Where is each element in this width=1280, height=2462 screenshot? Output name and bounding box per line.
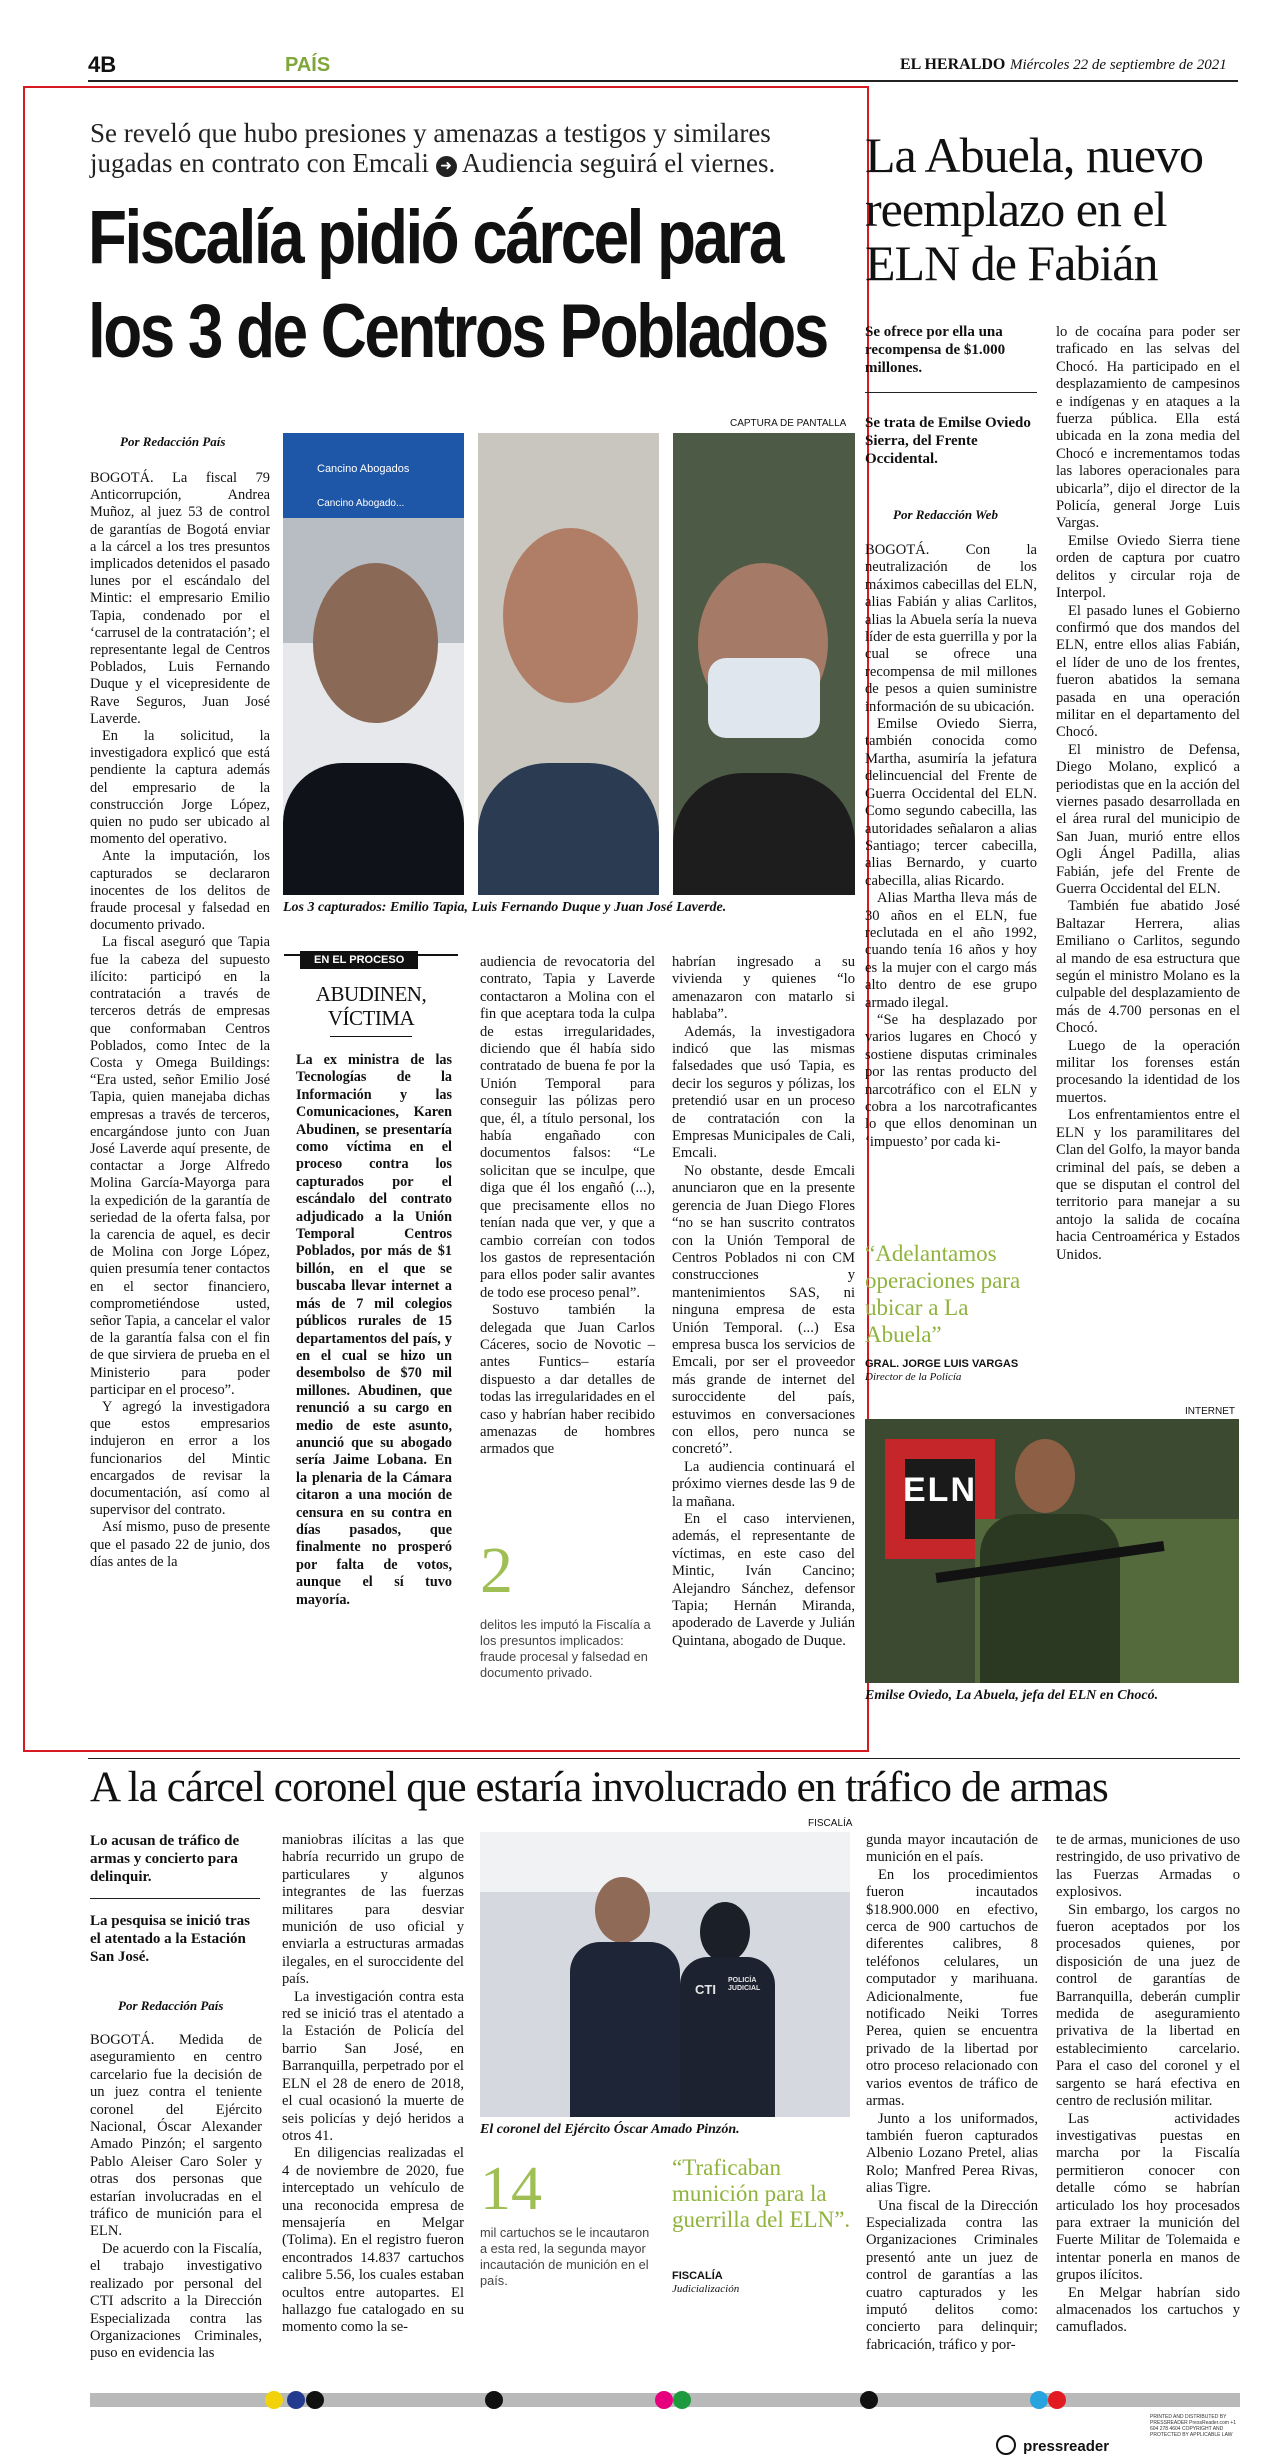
headline-line: ELN de Fabián: [865, 235, 1158, 291]
story2-quote: “Adelantamos operaciones para ubicar a La Abuela”: [865, 1241, 1021, 1347]
story3-column-1: [90, 2032, 262, 2363]
story3-photo-credit: FISCALÍA: [808, 1818, 853, 1829]
stat-text-14: mil cartuchos se le incautaron a esta red, la segunda mayor incautación de munición en el país.: [480, 2225, 650, 2288]
page-number: 4B: [88, 52, 117, 77]
story2-column-2: [1056, 324, 1240, 1264]
face: [503, 528, 638, 703]
story3-quote-role: Judicialización: [672, 2283, 740, 2295]
sidebar-title-rule: [330, 1036, 412, 1037]
video-label: Cancino Abogados: [317, 463, 410, 475]
vest-text: CTI: [695, 1982, 716, 1997]
paragraph: BOGOTÁ. La fiscal 79 Anticorrupción, Andrea Muñoz, al juez 53 de control de garantías de Bogotá enviar a la cárcel a los tres presuntos implicados detenidos el pasado lunes por el escándalo del Mintic: el empresario Emilio Tapia, condenado por el ‘carrusel de la contratación’; el representante legal de Centros Poblados, Luis Fernando Duque y el vicepresidente de Rave Seguros, Juan José Laverde.: [90, 470, 270, 727]
photo-luis-fernando-duque: [478, 433, 659, 895]
story3-top-rule: [88, 1758, 1240, 1759]
ceiling: [480, 1832, 850, 1892]
paragraph: te de armas, municiones de uso restringido, de uso privativo de las Fuerzas Armadas o explosivos.: [1056, 1832, 1240, 1901]
paragraph: lo de cocaína para poder ser traficado en las selvas del Chocó. Ha participado en el desplazamiento de campesinos e indígenas y en ataques a la fuerza pública. Ella está ubicada en la zona media del Chocó e incrementamos todas las labores operacionales para ubicarla”, dijo el director de la Policía, general Jorge Luis Vargas.: [1056, 324, 1240, 532]
story3-column-5: [1056, 1832, 1240, 2337]
paragraph: Y agregó la investigadora que estos empresarios indujeron en error a los funcionarios del Mintic encargados de revisar la documentación, así como al supervisor del contrato.: [90, 1398, 270, 1519]
registration-dot: [673, 2391, 691, 2409]
paragraph: En el caso intervienen, además, el representante de víctimas, en este caso del Mintic, Iván Cancino; Alejandro Sánchez, defensor Tapia; Hernán Miranda, apoderado de Laverde y Julián Quintana, abogado de Duque.: [672, 1511, 855, 1649]
story3-deck-1: Lo acusan de tráfico de armas y concierto para delinquir.: [90, 1833, 240, 1885]
paragraph: De acuerdo con la Fiscalía, el trabajo investigativo realizado por personal del CTI adscrito a la Dirección Especializada contra las Organizaciones Criminales, puso en evidencia las: [90, 2240, 262, 2362]
sidebar-title-2: VÍCTIMA: [327, 1006, 415, 1030]
story2-photo-credit: INTERNET: [1185, 1406, 1235, 1417]
story2-photo-caption: Emilse Oviedo, La Abuela, jefa del ELN en Chocó.: [865, 1688, 1159, 1703]
agent-head: [700, 1902, 750, 1962]
shirt: [478, 763, 659, 895]
pressreader-logo[interactable]: [996, 2435, 1109, 2455]
paragraph: La fiscal aseguró que Tapia fue la cabeza del supuesto ilícito: participó en la contratación a través de terceros detrás de empresas que conformaban Centros Poblados, como Intec de la Costa y Omega Buildings: “Era usted, señor Emilio José Tapia, quien manejaba dichas empresas a través de terceros, encargándose junto con Juan José Laverde aquí presente, de contactar a Jorge Alfredo Molina García-Mayorga para la expedición de la garantía de seriedad de la oferta falsa, por la carencia de aquel, es decir de Molina con Jorge López, quien presumía tener contactos en el sector financiero, comprometiéndose usted, señor Tapia, a cancelar el valor de la garantía falsa con el fin de que sirviera de prueba en el Ministerio para poder participar en el proceso”.: [90, 934, 270, 1398]
paragraph: Las actividades investigativas puestas en marcha por la Fiscalía permitieron conocer con detalle cómo se habrían articulado los hoy procesados para extraer la munición del Fuerte Militar de Tolemaida e intentar ponerla en manos de grupos ilícitos.: [1056, 2110, 1240, 2284]
sidebar-title-1: ABUDINEN,: [315, 982, 427, 1006]
sidebar-label: EN EL PROCESO: [300, 951, 418, 969]
story1-column-3: [480, 954, 655, 1459]
paragraph: Además, la investigadora indicó que las mismas falsedades que usó Tapia, es decir los seguros y pólizas, los pretendió usar en un proceso de contratación con la Empresas Municipales de Cali, Emcali.: [672, 1023, 855, 1162]
story3-byline: Por Redacción País: [118, 1998, 224, 2013]
story2-headline: [865, 128, 1245, 290]
face: [595, 1877, 650, 1943]
story1-headline-2: los 3 de Centros Poblados: [88, 289, 827, 374]
story3-photo-caption: El coronel del Ejército Óscar Amado Pinzón.: [480, 2122, 740, 2137]
paragraph: Así mismo, puso de presente que el pasado 22 de junio, dos días antes de la: [90, 1519, 270, 1570]
headline-line: reemplazo en el: [865, 181, 1167, 237]
story3-deck-2: La pesquisa se inició tras el atentado a la Estación San José.: [90, 1913, 251, 1965]
paragraph: En la solicitud, la investigadora explicó que está pendiente la captura además del empresario de la construcción Jorge López, quien no pudo ser ubicado al momento del operativo.: [90, 728, 270, 848]
story1-kicker: [90, 118, 860, 178]
uniform: [980, 1514, 1120, 1683]
paragraph: habrían ingresado a su vivienda y quienes “lo amenazaron con matarlo si hablaba”.: [672, 954, 855, 1023]
paragraph: BOGOTÁ. Con la neutralización de los máximos cabecillas del ELN, alias Fabián y alias Carlitos, alias la Abuela sería la nueva líder de esta guerrilla y por la cual se ofrece una recompensa de mil millones de pesos a quien suministre información de su ubicación.: [865, 542, 1037, 715]
story1-headline-1: Fiscalía pidió cárcel para: [88, 195, 782, 280]
shirt: [283, 763, 464, 895]
paragraph: Los enfrentamientos entre el ELN y los paramilitares del Clan del Golfo, la mayor banda criminal del país, se deben a que se disputan el control del territorio para manejar a su antojo la salida de cocaína hacia Centroamérica y Estados Unidos.: [1056, 1107, 1240, 1263]
paragraph: Sostuvo también la delegada que Juan Carlos Cáceres, socio de Novotic –antes Funtics– estaría dispuesto a dar detalles de todas las irregularidades en el caso y habrían haber recibido amenazas de hombres armados que: [480, 1302, 655, 1458]
masthead-date: Miércoles 22 de septiembre de 2021: [1010, 57, 1227, 73]
story3-quote: “Traficaban munición para la guerrilla del ELN”.: [672, 2155, 851, 2232]
face: [1015, 1439, 1075, 1513]
registration-dot: [485, 2391, 503, 2409]
story3-headline: A la cárcel coronel que estaría involucrado en tráfico de armas: [90, 1764, 1108, 1811]
stat-number-2: 2: [480, 1534, 513, 1607]
registration-dot: [306, 2391, 324, 2409]
photo-la-abuela: [865, 1419, 1239, 1683]
photo-coronel: [480, 1832, 850, 2117]
jacket: [570, 1942, 680, 2117]
story2-deck-1: Se ofrece por ella una recompensa de $1.000 millones.: [865, 324, 1006, 376]
paragraph: La investigación contra esta red se inició tras el atentado a la Estación de Policía del barrio San José, en Barranquilla, perpetrado por el ELN el 28 de enero de 2018, el cual ocasionó la muerte de seis policías y dejó heridos a otros 41.: [282, 1988, 464, 2144]
paragraph: Luego de la operación militar los forenses están procesando la identidad de los muertos.: [1056, 1037, 1240, 1106]
face: [313, 563, 438, 723]
registration-marks: [90, 2391, 1240, 2409]
paragraph: Sin embargo, los cargos no fueron aceptados por los procesados quienes, por disposición de una juez de control de garantías de Barranquilla, deberán cumplir medida de aseguramiento privativa de la libertad en establecimiento carcelario. Para el caso del coronel y el sargento se hará efectiva en centro de reclusión militar.: [1056, 1901, 1240, 2110]
video-sublabel: Cancino Abogado...: [317, 498, 405, 509]
paragraph: audiencia de revocatoria del contrato, Tapia y Laverde contactaron a Molina con el fin que aceptara toda la culpa de estas irregularidades, diciendo que él había sido contratado de buena fe por la Unión Temporal para conseguir las pólizas pero que, él, a título personal, los había engañado con documentos falsos: “Le solicitan que se inculpe, que diga que él los engañó (...), que precisamente ellos no tenían nada que ver, y que a cambio correían con todos los gastos de representación para ellos poder salir avantes de todo ese proceso penal”.: [480, 954, 655, 1301]
paragraph: No obstante, desde Emcali anunciaron que en la presente gerencia de Juan Diego Flores “no se han suscrito contratos con la Unión Temporal de Centros Poblados ni con CM construcciones y mantenimientos SAS, ni ninguna empresa de esta Unión Temporal. (...) Esa empresa busca los servicios de Emcali, por ser el proveedor más grande de internet del suroccidente del país, estuvimos en conversaciones con ellos, pero nunca se concretó”.: [672, 1162, 855, 1458]
story2-quote-role: Director de la Policía: [865, 1371, 962, 1383]
registration-dot: [265, 2391, 283, 2409]
stat-number-14: 14: [480, 2155, 542, 2223]
shirt: [673, 773, 855, 895]
section-name: PAÍS: [285, 54, 331, 76]
face-mask: [708, 658, 820, 738]
sidebar-text: La ex ministra de las Tecnologías de la Información y las Comunicaciones, Karen Abudinen, se presentaría como víctima en el proceso contra los capturados por el escándalo del contrato adjudicado a la Unión Temporal Centros Poblados, por más de $1 billón, en el que se buscaba llevar internet a más de 7 mil colegios públicos rurales de 15 departamentos del país, y en el cual se hizo un desembolso de $70 mil millones. Abudinen, que renunció a su cargo en medio de este asunto, anunció que su abogado sería Jaime Lobana. En la plenaria de la Cámara citaron a una moción de censura en su contra en días pasados, que finalmente no prosperó por falta de votos, aunque el sí tuvo mayoría.: [296, 1052, 452, 1608]
photo-juan-jose-laverde: [673, 433, 855, 895]
pressreader-wordmark: pressreader: [1023, 2438, 1110, 2455]
headline-line: La Abuela, nuevo: [865, 127, 1204, 183]
story2-byline: Por Redacción Web: [893, 507, 998, 522]
paragraph: BOGOTÁ. Medida de aseguramiento en centro carcelario fue la decisión de un juez contra el teniente coronel del Ejército Nacional, Óscar Alexander Amado Pinzón; el sargento Pablo Aleiser Caro Soler y otras dos personas que estarían involucradas en el tráfico de munición para el ELN.: [90, 2032, 262, 2240]
photo-emilio-tapia: [283, 433, 464, 895]
paragraph: Emilse Oviedo Sierra tiene orden de captura por cuatro delitos y circular roja de Interpol.: [1056, 532, 1240, 602]
pressreader-icon: [996, 2435, 1016, 2455]
paragraph: Una fiscal de la Dirección Especializada contra las Organizaciones Criminales presentó ante un juez de control de garantías a las cuatro capturados y les imputó delitos como: concierto para delinquir; fabricación, tráfico y por-: [866, 2197, 1038, 2353]
paragraph: En diligencias realizadas el 4 de noviembre de 2020, fue interceptado un vehículo de una reconocida empresa de mensajería en Melgar (Tolima). En el registro fueron encontrados 14.837 cartuchos calibre 5.56, los cuales estaban ocultos entre autopartes. El hallazgo fue catalogado en su momento como la se-: [282, 2145, 464, 2336]
paragraph: Alias Martha lleva más de 30 años en el ELN, fue reclutada en el año 1992, cuando tenía 16 años y hoy es la mujer con el cargo más alto dentro de ese grupo armado ilegal.: [865, 890, 1037, 1011]
kicker-tail: Audiencia seguirá el viernes.: [461, 148, 776, 178]
paragraph: En los procedimientos fueron incautados $18.900.000 en efectivo, cerca de 900 cartuchos de diferentes calibres, 8 teléfonos celulares, un computador y marihuana. Adicionalmente, fue notificado Neiki Torres Perea, quien se encuentra privado de la libertad por otro proceso relacionado con varios eventos de tráfico de armas.: [866, 1866, 1038, 2110]
paragraph: Emilse Oviedo Sierra, también conocida como Martha, asumiría la jefatura delincuencial del Frente de Guerra Occidental del ELN. Como segundo cabecilla, las autoridades señalaron a alias Santiago; tercer cabecilla, alias Bernardo, y cuarto cabecilla, alias Ricardo.: [865, 716, 1037, 889]
story1-column-1: [90, 470, 270, 1571]
paragraph: maniobras ilícitas a las que habría recurrido un grupo de particulares y algunos integrantes de las fuerzas militares para desviar munición de uso oficial y enviarla a estructuras armadas ilegales, en el suroccidente del país.: [282, 1832, 464, 1988]
paragraph: En Melgar habrían sido almacenados los cartuchos y camuflados.: [1056, 2284, 1240, 2336]
header-rule: [88, 80, 1238, 82]
stat-text-2: delitos les imputó la Fiscalía a los presuntos implicados: fraude procesal y falsedad en documento privado.: [480, 1617, 651, 1680]
registration-dot: [1030, 2391, 1048, 2409]
paragraph: El ministro de Defensa, Diego Molano, explicó a periodistas que en la acción del viernes pasado desarrollada en el área rural del municipio de San Juan, murió entre ellos Ogli Ángel Padilla, alias Fabián, jefe del Frente de Guerra Occidental del ELN.: [1056, 741, 1240, 897]
paragraph: “Se ha desplazado por varios lugares en Chocó y sostiene disputas criminales por las rentas producto del narcotráfico con el ELN y cobra a los narcotraficantes lo que ellos denominan un ‘impuesto’ por cada ki-: [865, 1011, 1037, 1150]
registration-dot: [655, 2391, 673, 2409]
registration-dot: [1048, 2391, 1066, 2409]
vest-text-2: POLICÍA JUDICIAL: [728, 1977, 761, 1992]
story1-caption: Los 3 capturados: Emilio Tapia, Luis Fernando Duque y Juan José Laverde.: [283, 900, 727, 915]
story3-column-4: [866, 1832, 1038, 2354]
story2-deck-2: Se trata de Emilse Oviedo Sierra, del Frente Occidental.: [865, 415, 1031, 467]
registration-dot: [860, 2391, 878, 2409]
flag-text: ELN: [903, 1471, 977, 1509]
story2-column-1: [865, 542, 1037, 1151]
pressreader-notice: PRINTED AND DISTRIBUTED BY PRESSREADER PressReader.com +1 604 278 4604 COPYRIGHT AND PROTECTED BY APPLICABLE LAW: [1150, 2414, 1237, 2438]
paragraph: Junto a los uniformados, también fueron capturados Albenio Lozano Pretel, alias Rolo; Manfred Perea Rivas, alias Tigre.: [866, 2110, 1038, 2197]
paragraph: El pasado lunes el Gobierno confirmó que dos mandos del ELN, entre ellos alias Fabián, el líder de uno de los frentes, fueron abatidos la semana pasada en una operación militar en el departamento del Chocó.: [1056, 602, 1240, 741]
story1-column-4: [672, 954, 855, 1650]
arrow-circle-icon: ➜: [436, 156, 457, 177]
story1-byline: Por Redacción País: [120, 434, 226, 449]
paragraph: gunda mayor incautación de munición en el país.: [866, 1832, 1038, 1866]
kicker-text: Se reveló que hubo presiones y amenazas a testigos y similares jugadas en contrato con Emcali: [90, 118, 771, 178]
story2-quote-name: GRAL. JORGE LUIS VARGAS: [865, 1358, 1019, 1370]
story1-photo-credit: CAPTURA DE PANTALLA: [730, 418, 847, 429]
registration-dot: [287, 2391, 305, 2409]
paragraph: Ante la imputación, los capturados se declararon inocentes de los delitos de fraude procesal y falsedad en documento privado.: [90, 848, 270, 934]
story3-column-2: [282, 1832, 464, 2337]
story3-quote-name: FISCALÍA: [672, 2270, 723, 2282]
paragraph: La audiencia continuará el próximo viernes desde las 9 de la mañana.: [672, 1458, 855, 1510]
deck-rule: [90, 1898, 260, 1899]
deck-rule: [865, 392, 1037, 393]
paragraph: También fue abatido José Baltazar Herrera, alias Emiliano o Carlitos, segundo al mando de esa estructura que según el ministro Molano es la culpable del desplazamiento de más de 4.700 personas en el Chocó.: [1056, 898, 1240, 1037]
masthead-name: EL HERALDO: [900, 56, 1006, 73]
